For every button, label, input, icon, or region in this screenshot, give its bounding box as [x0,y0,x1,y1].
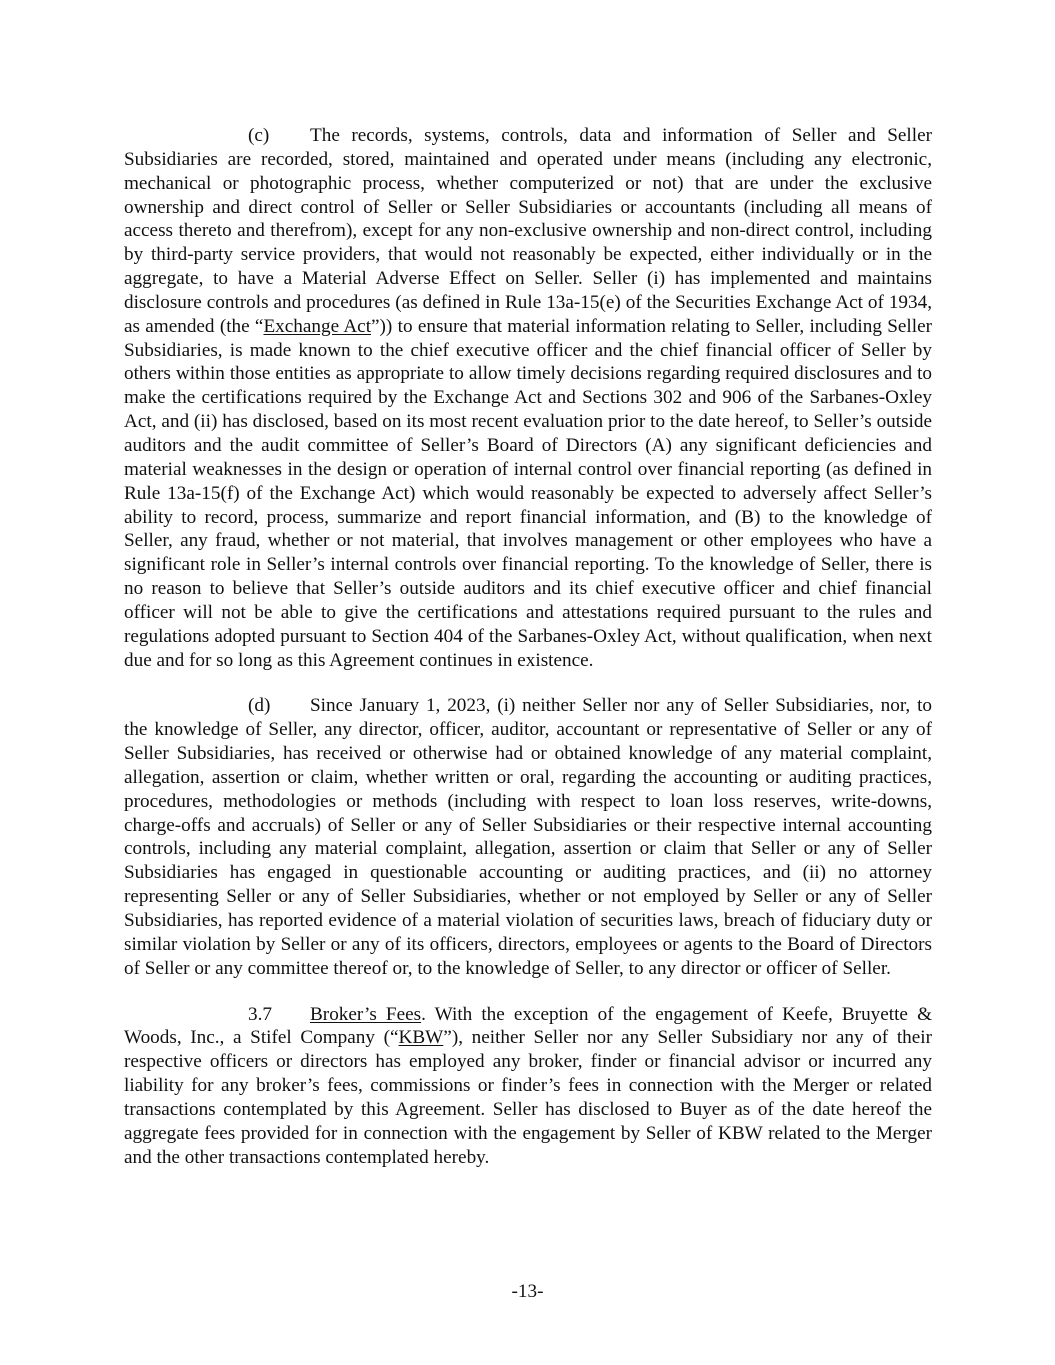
section-3-7-number: 3.7 [248,1003,272,1025]
paragraph-d-text: Since January 1, 2023, (i) neither Seller nor any of Seller Subsidiaries, nor, to the knowledge of Seller, any director, officer, auditor, accountant or representative of Seller or any of Seller Subsidiaries, has received or otherwise had or obtained knowledge of any material complaint, allegation, assertion or claim, whether written or oral, regarding the accounting or auditing practices, procedures, methodologies or methods (including with respect to loan loss reserves, write-downs, charge-offs and accruals) of Seller or any of Seller Subsidiaries or their respective internal accounting controls, including any material complaint, allegation, assertion or claim that Seller or any of Seller Subsidiaries has engaged in questionable accounting or auditing practices, and (ii) no attorney representing Seller or any of Seller Subsidiaries, whether or not employed by Seller or any of Seller Subsidiaries, has reported evidence of a material violation of securities laws, breach of fiduciary duty or similar violation by Seller or any of its officers, directors, employees or agents to the Board of Directors of Seller or any committee thereof or, to the knowledge of Seller, to any director or officer of Seller. [124,695,932,979]
paragraph-d-marker: (d) [248,695,271,717]
paragraph-c-text-part-2: ”)) to ensure that material information relating to Seller, including Seller Subsidiaries, is made known to the chief executive officer and the chief financial officer of Seller by others within those entities as appropriate to allow timely decisions regarding required disclosures and to make the certifications required by the Exchange Act and Sections 302 and 906 of the Sarbanes-Oxley Act, and (ii) has disclosed, based on its most recent evaluation prior to the date hereof, to Seller’s outside auditors and the audit committee of Seller’s Board of Directors (A) any significant deficiencies and material weaknesses in the design or operation of internal control over financial reporting (as defined in Rule 13a-15(f) of the Exchange Act) which would reasonably be expected to adversely affect Seller’s ability to record, process, summarize and report financial information, and (B) to the knowledge of Seller, any fraud, whether or not material, that involves management or other employees who have a significant role in Seller’s internal controls over financial reporting. To the knowledge of Seller, there is no reason to believe that Seller’s outside auditors and its chief executive officer and chief financial officer will not be able to give the certifications and attestations required pursuant to the rules and regulations adopted pursuant to Section 404 of the Sarbanes-Oxley Act, without qualification, when next due and for so long as this Agreement continues in existence. [124,315,932,671]
defined-term-exchange-act: Exchange Act [263,315,372,337]
paragraph-c-text-part-1: The records, systems, controls, data and information of Seller and Seller Subsidiaries are recorded, stored, maintained and operated under means (including any electronic, mechanical or photographic process, whether computerized or not) that are under the exclusive ownership and direct control of Seller or Seller Subsidiaries or accountants (including all means of access thereto and therefrom), except for any non-exclusive ownership and non-direct control, including by third-party service providers, that would not reasonably be expected, either individually or in the aggregate, to have a Material Adverse Effect on Seller. Seller (i) has implemented and maintains disclosure controls and procedures (as defined in Rule 13a-15(e) of the Securities Exchange Act of 1934, as amended (the “ [124,125,932,337]
document-page [124,124,932,1169]
section-3-7-brokers-fees [124,1003,932,1170]
section-3-7-heading: Broker’s Fees [310,1003,422,1025]
defined-term-kbw: KBW [398,1027,444,1049]
page-number: -13- [511,1281,544,1302]
paragraph-d [124,694,932,980]
section-3-7-text-part-2: ”), neither Seller nor any Seller Subsidiary nor any of their respective officers or directors has employed any broker, finder or financial advisor or incurred any liability for any broker’s fees, commissions or finder’s fees in connection with the Merger or related transactions contemplated by this Agreement. Seller has disclosed to Buyer as of the date hereof the aggregate fees provided for in connection with the engagement by Seller of KBW related to the Merger and the other transactions contemplated hereby. [124,1027,932,1168]
section-3-7-text-part-1: . With the exception of the engagement of Keefe, Bruyette & Woods, Inc., a Stifel Company (“ [124,1003,932,1049]
paragraph-c-marker: (c) [248,125,270,146]
paragraph-c [124,124,932,672]
